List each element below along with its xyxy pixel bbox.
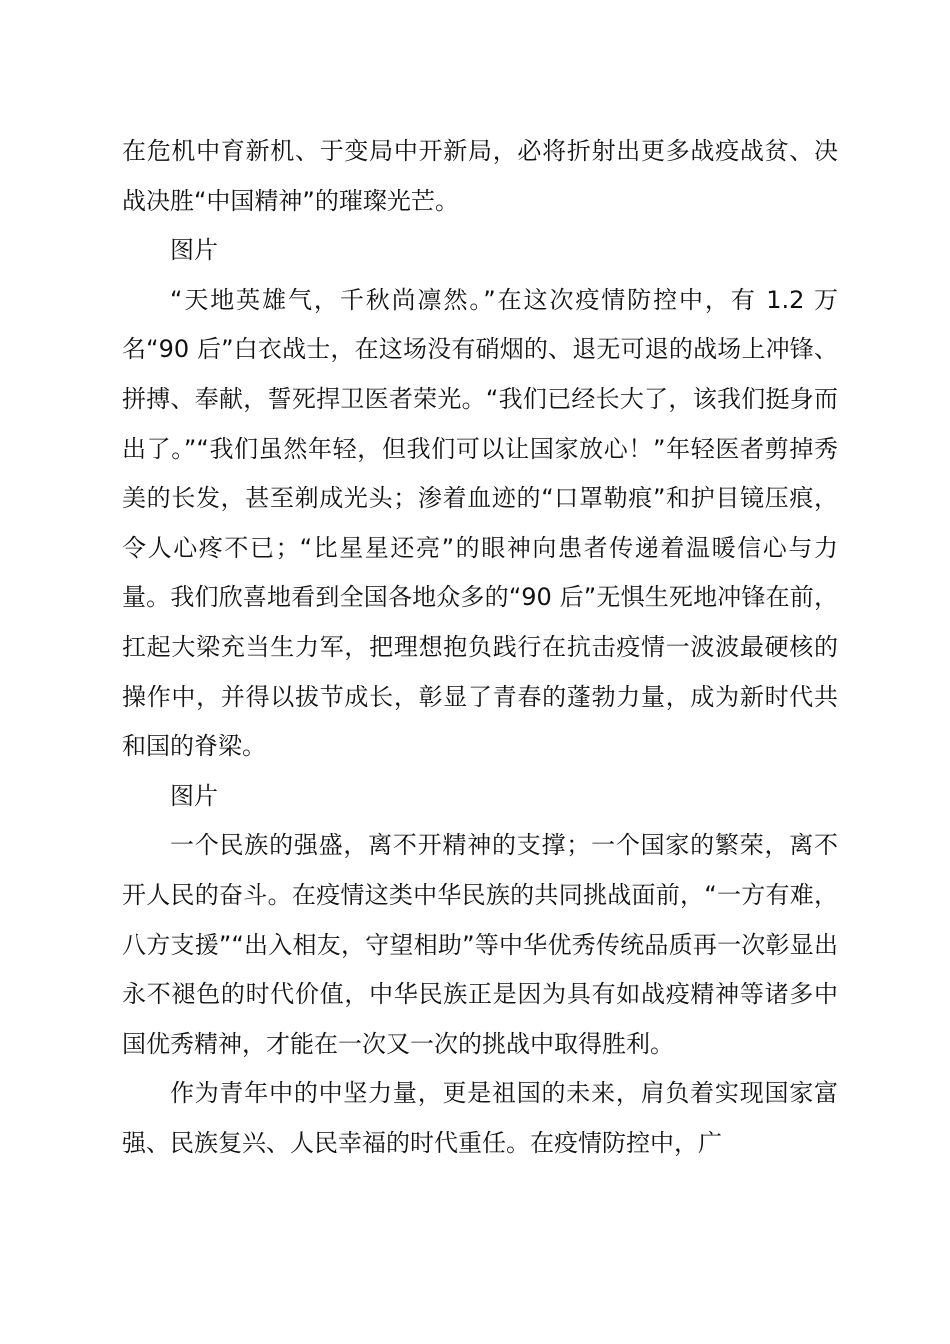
paragraph-national-spirit: 一个民族的强盛，离不开精神的支撑；一个国家的繁荣，离不开人民的奋斗。在疫情这类中华民族的共同挑战面前，“一方有难，八方支援”“出入相友，守望相助”等中华优秀传统品质再一次彰显出永不褪色的时代价值，中华民族正是因为具有如战疫精神等诸多中国优秀精神，才能在一次又一次的挑战中取得胜利。 [122, 831, 838, 1058]
document-page [122, 127, 838, 1168]
image-caption: 图片 [170, 781, 218, 810]
paragraph-continuation: 在危机中育新机、于变局中开新局，必将折射出更多战疫战贫、决战决胜“中国精神”的璀璨光芒。 [122, 137, 838, 215]
image-caption: 图片 [170, 236, 218, 265]
paragraph-90s-medics: “天地英雄气，千秋尚凛然。”在这次疫情防控中，有 1.2 万名“90 后”白衣战士，在这场没有硝烟的、退无可退的战场上冲锋、拼搏、奉献，誓死捍卫医者荣光。“我们已经长大了，该我们挺身而出了。”“我们虽然年轻，但我们可以让国家放心！”年轻医者剪掉秀美的长发，甚至剃成光头；渗着血迹的“口罩勒痕”和护目镜压痕，令人心疼不已；“比星星还亮”的眼神向患者传递着温暖信心与力量。我们欣喜地看到全国各地众多的“90 后”无惧生死地冲锋在前，扛起大梁充当生力军，把理想抱负践行在抗击疫情一波波最硬核的操作中，并得以拔节成长，彰显了青春的蓬勃力量，成为新时代共和国的脊梁。 [122, 285, 838, 761]
paragraph-youth-responsibility: 作为青年中的中坚力量，更是祖国的未来，肩负着实现国家富强、民族复兴、人民幸福的时代重任。在疫情防控中，广 [122, 1079, 838, 1157]
